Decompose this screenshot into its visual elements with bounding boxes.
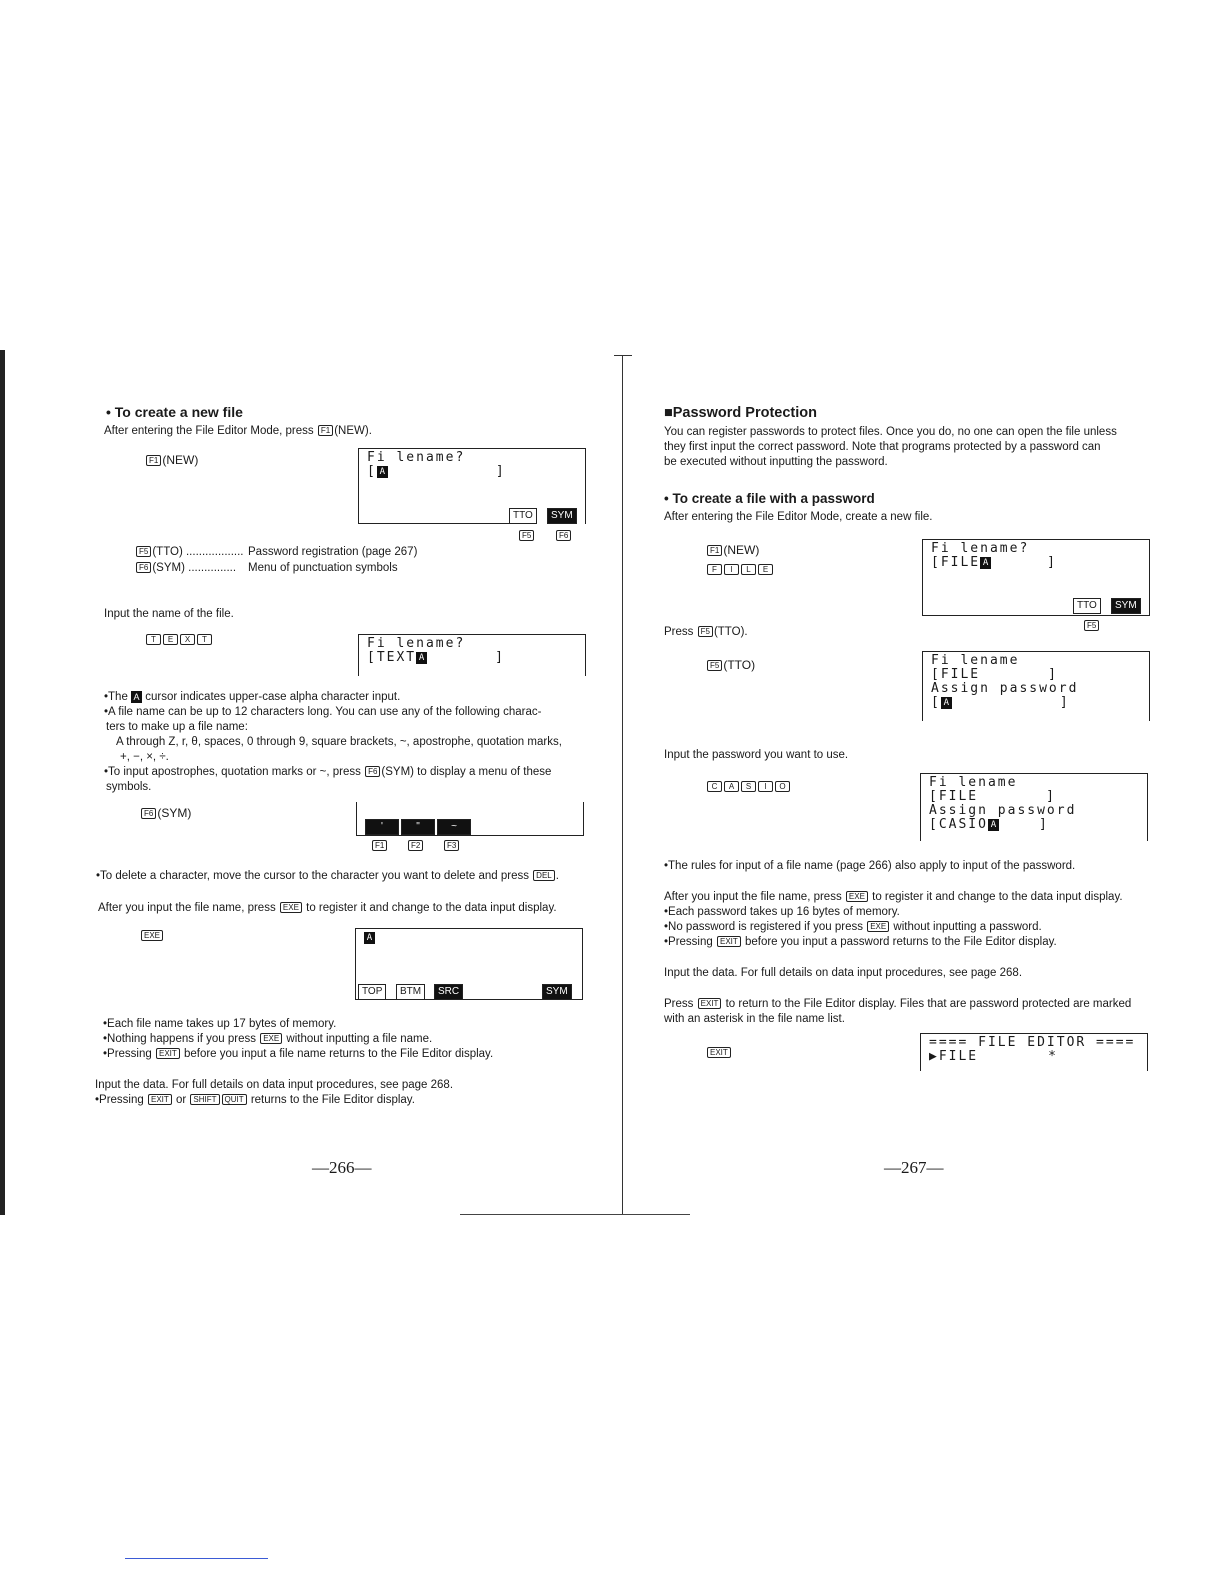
lcd-screen-password: Fi lename [FILE ] Assign password [CASIO A ] (920, 773, 1148, 841)
sym-tilde: ~ (437, 819, 471, 835)
step-new: F1 (NEW) (145, 453, 198, 467)
lcd-line: Fi lename? (367, 450, 466, 465)
f5-description: F5 (TTO) .................. Password registration (page 267) (135, 545, 244, 560)
lcd-screen-text: Fi lename? [TEXT A ] (358, 634, 586, 676)
alpha-cursor-icon: A (131, 691, 142, 703)
right-bullets: After you input the file name, press EXE to register it and change to the data input display. •Each password takes up 16 bytes of memory. •No password is registered if you press EXE without inputting a password. •Pressing EXIT before you input a password returns to the File Editor display. (664, 891, 1123, 948)
alpha-cursor: A (988, 819, 999, 831)
alpha-cursor: A (980, 557, 991, 569)
left-intro: After entering the File Editor Mode, press F1 (NEW). (104, 425, 372, 437)
lcd-screen-sym (356, 802, 584, 836)
lcd-screen-filename (358, 448, 586, 524)
step-new: F1 (NEW) (706, 543, 759, 557)
center-fold-line (622, 355, 623, 1215)
left-bullets-2: •Each file name takes up 17 bytes of memory. •Nothing happens if you press EXE without inputting a file name. •Pressing EXIT before you input a file name returns to the File Editor display. (103, 1018, 494, 1060)
lcd-line: [ A ] (367, 464, 506, 479)
left-binding-edge (0, 350, 5, 1215)
lcd-screen-data-input (355, 928, 583, 1000)
left-data-lines: Input the data. For full details on data input procedures, see page 268. •Pressing EXIT or SHIFT QUIT returns to the File Editor display. (95, 1079, 454, 1106)
menu-sym: SYM (1111, 598, 1141, 614)
menu-btm: BTM (396, 984, 425, 1000)
f3-key: F3 (444, 840, 459, 851)
password-keys: C A S I O (706, 779, 791, 793)
right-sub-intro: After entering the File Editor Mode, create a new file. (664, 511, 933, 523)
f1-key: F1 (318, 425, 333, 436)
left-bullets-1: •The A cursor indicates upper-case alpha character input. •A file name can be up to 12 characters long. You can use any of the following charac- ters to make up a file name: A through Z, r, θ, spaces, 0 through 9, square brackets, ~, apostrophe, quotation marks, +, −, ×, ÷. •To input apostrophes, quotation marks or ~, press F6 (SYM) to display a menu of these symbols. (104, 691, 562, 793)
after-input-text: After you input the file name, press EXE to register it and change to the data input display. (98, 902, 557, 914)
f2-key: F2 (408, 840, 423, 851)
f1-key: F1 (146, 455, 161, 466)
right-intro: You can register passwords to protect files. Once you do, no one can open the file unless they first input the correct password. Note that programs protected by a password can be executed without inputting the password. (664, 426, 1117, 468)
alpha-cursor: A (941, 697, 952, 709)
right-data-line: Input the data. For full details on data input procedures, see page 268. (664, 967, 1023, 979)
lcd-screen-file-editor: ==== FILE EDITOR ==== ▶FILE * (920, 1033, 1148, 1071)
bottom-rule (460, 1214, 690, 1215)
left-heading: • To create a new file (106, 404, 243, 420)
alpha-cursor: A (377, 466, 388, 478)
exit-explanation: Press EXIT to return to the File Editor display. Files that are password protected are marked with an asterisk in the file name list. (664, 998, 1132, 1025)
page-number-left: —266— (312, 1158, 372, 1177)
menu-top: TOP (358, 984, 386, 1000)
alpha-cursor: A (416, 652, 427, 664)
right-heading: ■Password Protection (664, 405, 817, 421)
f6-description: F6 (SYM) ............... Menu of punctuation symbols (135, 561, 236, 576)
footer-link-rule (125, 1558, 268, 1559)
f5-key: F5 (1084, 620, 1099, 631)
asterisk-marker: * (1048, 1049, 1058, 1064)
exe-key: EXE (141, 930, 163, 941)
exit-key: EXIT (707, 1047, 731, 1058)
input-password-text: Input the password you want to use. (664, 749, 849, 761)
input-name-text: Input the name of the file. (104, 608, 234, 620)
name-keys: T E X T (145, 632, 213, 646)
menu-sym: SYM (542, 984, 572, 1000)
step-sym: F6 (SYM) (140, 806, 191, 820)
menu-tto: TTO (1073, 598, 1101, 614)
lcd-bottom-line (358, 523, 524, 524)
lcd-screen-filename: Fi lename? [FILE A ] TTO SYM (922, 539, 1150, 616)
press-f5-text: Press F5 (TTO). (664, 626, 748, 638)
alpha-cursor: A (364, 932, 375, 944)
f1-key: F1 (372, 840, 387, 851)
f5-key: F5 (519, 530, 534, 541)
delete-instructions: •To delete a character, move the cursor to the character you want to delete and press DEL . (96, 870, 559, 882)
file-keys: F I L E (706, 562, 774, 576)
step-tto: F5 (TTO) (706, 658, 755, 672)
pointer-arrow-icon: ▶ (929, 1049, 939, 1064)
right-subheading: • To create a file with a password (664, 491, 875, 506)
center-fold-tick (614, 355, 632, 356)
menu-tto: TTO (509, 508, 537, 524)
rules-text: •The rules for input of a file name (page 266) also apply to input of the password. (664, 860, 1076, 872)
page-number-right: —267— (884, 1158, 944, 1177)
menu-sym: SYM (547, 508, 577, 524)
lcd-screen-assign: Fi lename [FILE ] Assign password [ A ] (922, 651, 1150, 721)
menu-src: SRC (434, 984, 463, 1000)
sym-apostrophe: ' (365, 819, 399, 835)
sym-quote: " (401, 819, 435, 835)
f6-key: F6 (556, 530, 571, 541)
